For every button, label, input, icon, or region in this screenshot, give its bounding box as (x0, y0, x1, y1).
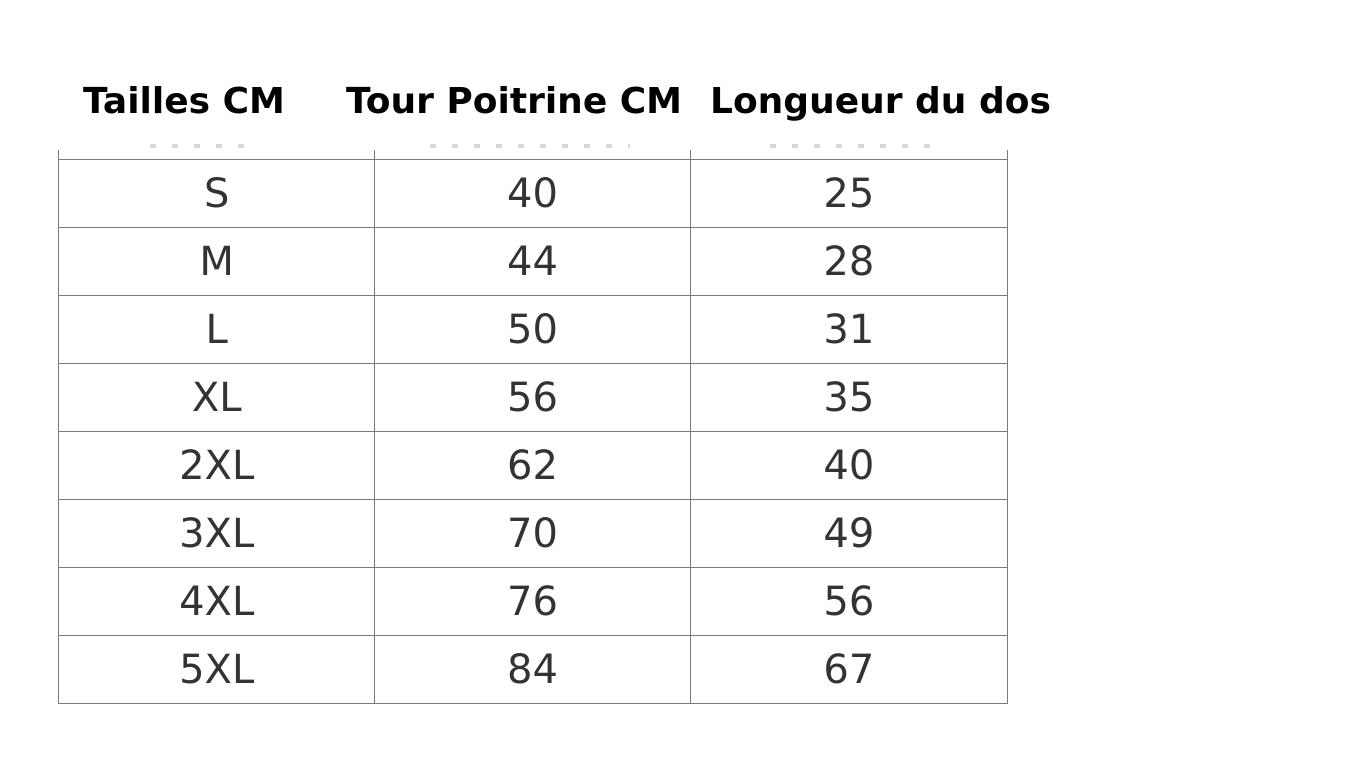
chest-cell: 62 (375, 432, 690, 500)
strip-cell (59, 150, 375, 160)
header-chest-circumference: Tour Poitrine CM (346, 81, 683, 122)
size-cell: M (59, 228, 375, 296)
strip-cell (375, 150, 690, 160)
back-length-cell: 40 (690, 432, 1007, 500)
size-table (58, 150, 1008, 704)
chest-cell: 84 (375, 636, 690, 704)
strip-cell (690, 150, 1007, 160)
back-length-cell: 28 (690, 228, 1007, 296)
table-row (59, 568, 1008, 636)
table-row (59, 500, 1008, 568)
chest-cell: 44 (375, 228, 690, 296)
table-row (59, 432, 1008, 500)
table-row (59, 160, 1008, 228)
chest-cell: 56 (375, 364, 690, 432)
size-cell: XL (59, 364, 375, 432)
size-cell: 4XL (59, 568, 375, 636)
cropped-header-remnant (770, 144, 940, 148)
table-row (59, 364, 1008, 432)
cropped-header-remnant (430, 144, 630, 148)
table-row (59, 296, 1008, 364)
table-row (59, 228, 1008, 296)
back-length-cell: 67 (690, 636, 1007, 704)
back-length-cell: 25 (690, 160, 1007, 228)
size-cell: 2XL (59, 432, 375, 500)
cropped-header-remnant (150, 144, 260, 148)
header-sizes: Tailles CM (83, 81, 285, 122)
back-length-cell: 35 (690, 364, 1007, 432)
back-length-cell: 56 (690, 568, 1007, 636)
table-row (59, 636, 1008, 704)
chest-cell: 70 (375, 500, 690, 568)
size-cell: S (59, 160, 375, 228)
back-length-cell: 31 (690, 296, 1007, 364)
size-cell: L (59, 296, 375, 364)
header-back-length: Longueur du dos (710, 81, 1051, 122)
chest-cell: 50 (375, 296, 690, 364)
size-cell: 3XL (59, 500, 375, 568)
table-top-strip (59, 150, 1008, 160)
chest-cell: 76 (375, 568, 690, 636)
back-length-cell: 49 (690, 500, 1007, 568)
chest-cell: 40 (375, 160, 690, 228)
size-cell: 5XL (59, 636, 375, 704)
